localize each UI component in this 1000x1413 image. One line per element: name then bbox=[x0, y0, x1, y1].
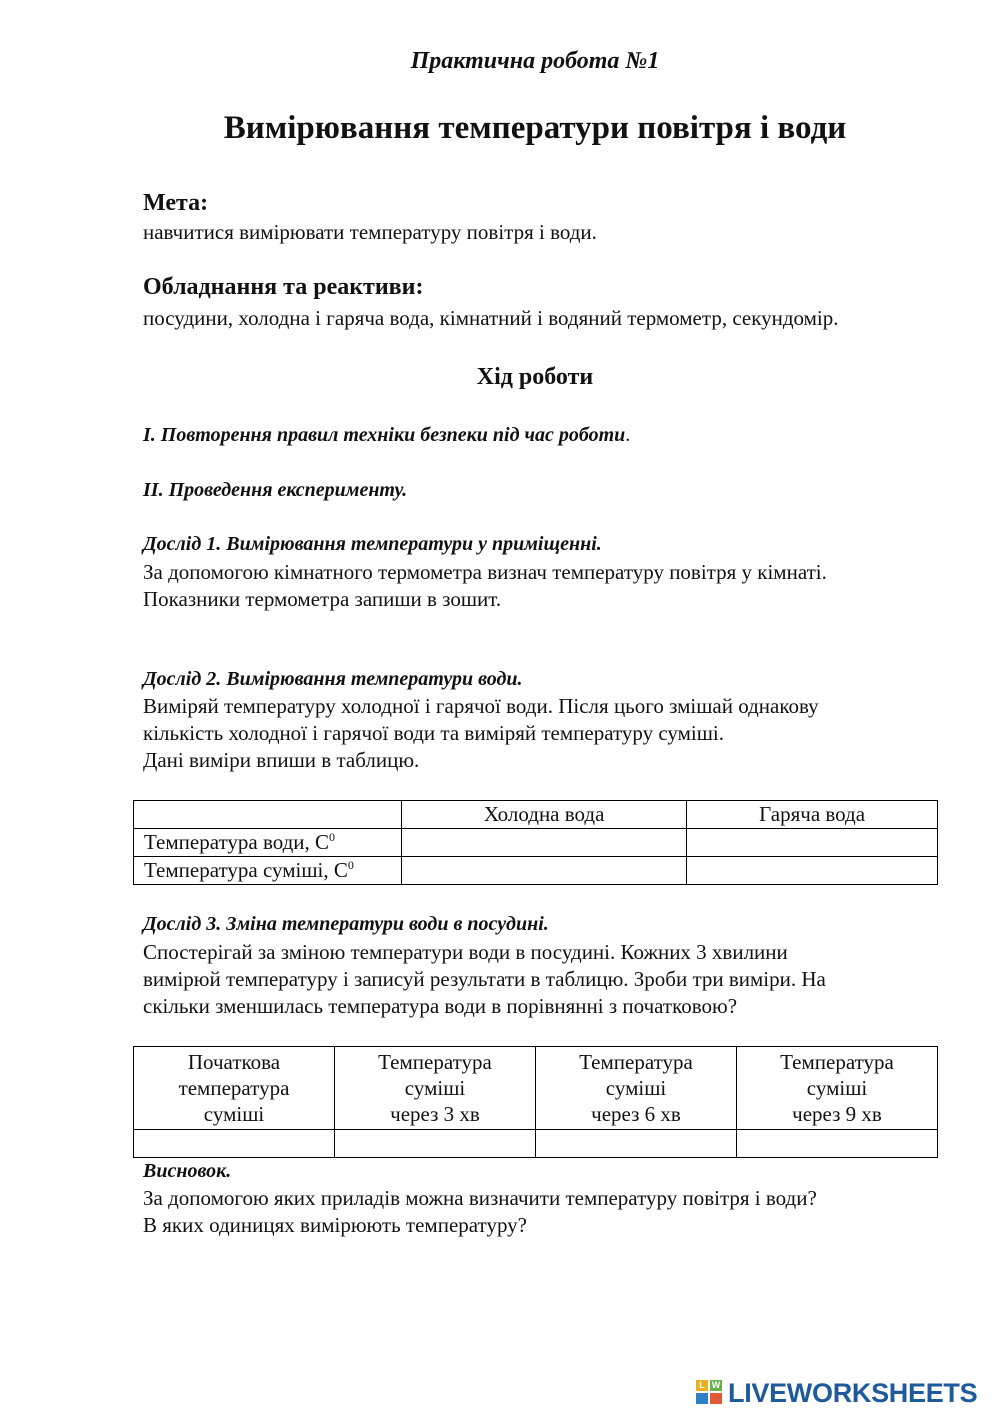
column-header-cold-water: Холодна вода bbox=[402, 801, 687, 829]
table-row bbox=[134, 857, 938, 885]
hot-mixture-temperature-cell[interactable] bbox=[687, 857, 938, 885]
exp3-heading: Дослід 3. Зміна температури води в посудині. bbox=[143, 913, 549, 935]
exp2-line-3: Дані виміри впиши в таблицю. bbox=[143, 748, 420, 772]
conclusion-heading: Висновок. bbox=[143, 1160, 232, 1182]
table-corner-cell bbox=[134, 801, 402, 829]
row-label-water-temperature bbox=[134, 829, 402, 857]
initial-temperature-cell[interactable] bbox=[134, 1130, 335, 1158]
table-row bbox=[134, 1130, 938, 1158]
row-label-text: Температура суміші, С bbox=[144, 858, 348, 882]
exp1-heading: Дослід 1. Вимірювання температури у приміщенні. bbox=[143, 533, 602, 555]
header-line: Температура bbox=[579, 1050, 693, 1074]
header-line: через 6 хв bbox=[591, 1102, 681, 1126]
table-header-row bbox=[134, 1047, 938, 1130]
exp2-line-1: Виміряй температуру холодної і гарячої води. Після цього змішай однакову bbox=[143, 694, 819, 718]
header-line: суміші bbox=[203, 1102, 265, 1126]
exp2-line-2: кількість холодної і гарячої води та виміряй температуру суміші. bbox=[143, 721, 724, 745]
liveworksheets-logo bbox=[696, 1378, 992, 1408]
header-line: через 9 хв bbox=[792, 1102, 882, 1126]
temperature-6-min-cell[interactable] bbox=[536, 1130, 737, 1158]
goal-heading: Мета: bbox=[143, 190, 209, 216]
exp3-line-3: скільки зменшилась температура води в порівнянні з початковою? bbox=[143, 994, 738, 1018]
header-line: Температура bbox=[780, 1050, 894, 1074]
column-header-9-min bbox=[737, 1047, 938, 1130]
exp3-line-1: Спостерігай за зміною температури води в посудині. Кожних 3 хвилини bbox=[143, 940, 788, 964]
header-line: суміші bbox=[806, 1076, 868, 1100]
practical-work-number: Практична робота №1 bbox=[410, 48, 660, 74]
row-label-mixture-temperature bbox=[134, 857, 402, 885]
procedure-heading: Хід роботи bbox=[476, 364, 594, 390]
header-line: через 3 хв bbox=[390, 1102, 480, 1126]
exp1-line-2: Показники термометра запиши в зошит. bbox=[143, 587, 502, 611]
exp1-line-1: За допомогою кімнатного термометра визнач температуру повітря у кімнаті. bbox=[143, 560, 827, 584]
table-row bbox=[134, 829, 938, 857]
cold-water-temperature-cell[interactable] bbox=[402, 829, 687, 857]
degree-superscript: 0 bbox=[329, 830, 336, 844]
header-line: температура bbox=[178, 1076, 290, 1100]
column-header-initial bbox=[134, 1047, 335, 1130]
procedure-step-1-text: І. Повторення правил техніки безпеки під час роботи bbox=[143, 424, 626, 446]
procedure-step-1 bbox=[143, 424, 630, 447]
exp2-heading: Дослід 2. Вимірювання температури води. bbox=[143, 668, 523, 690]
table-header-row bbox=[134, 801, 938, 829]
goal-text: навчитися вимірювати температуру повітря і води. bbox=[143, 220, 597, 244]
conclusion-line-2: В яких одиницях вимірюють температуру? bbox=[143, 1213, 527, 1237]
header-line: Початкова bbox=[187, 1050, 281, 1074]
conclusion-line-1: За допомогою яких приладів можна визначити температуру повітря і води? bbox=[143, 1186, 817, 1210]
logo-blocks-icon bbox=[696, 1380, 724, 1406]
equipment-heading: Обладнання та реактиви: bbox=[143, 274, 424, 300]
row-label-text: Температура води, С bbox=[144, 830, 330, 854]
cold-mixture-temperature-cell[interactable] bbox=[402, 857, 687, 885]
logo-block: L bbox=[696, 1380, 708, 1391]
logo-block bbox=[696, 1393, 708, 1404]
temperature-9-min-cell[interactable] bbox=[737, 1130, 938, 1158]
temperature-3-min-cell[interactable] bbox=[335, 1130, 536, 1158]
hot-water-temperature-cell[interactable] bbox=[687, 829, 938, 857]
equipment-text: посудини, холодна і гаряча вода, кімнатний і водяний термометр, секундомір. bbox=[143, 306, 839, 330]
mixture-temperature-table bbox=[133, 1046, 938, 1158]
header-line: суміші bbox=[605, 1076, 667, 1100]
column-header-3-min bbox=[335, 1047, 536, 1130]
header-line: суміші bbox=[404, 1076, 466, 1100]
page-title: Вимірювання температури повітря і води bbox=[223, 110, 847, 146]
header-line: Температура bbox=[378, 1050, 492, 1074]
column-header-6-min bbox=[536, 1047, 737, 1130]
procedure-step-2: ІІ. Проведення експерименту. bbox=[143, 479, 408, 501]
logo-block bbox=[710, 1393, 722, 1404]
water-temperature-table bbox=[133, 800, 938, 885]
logo-block: W bbox=[711, 1380, 721, 1390]
exp3-line-2: вимірюй температуру і записуй результати в таблицю. Зроби три виміри. На bbox=[143, 967, 826, 991]
degree-superscript: 0 bbox=[347, 858, 354, 872]
logo-text: LIVEWORKSHEETS bbox=[728, 1378, 978, 1408]
column-header-hot-water: Гаряча вода bbox=[687, 801, 938, 829]
procedure-step-1-dot: . bbox=[625, 424, 631, 446]
